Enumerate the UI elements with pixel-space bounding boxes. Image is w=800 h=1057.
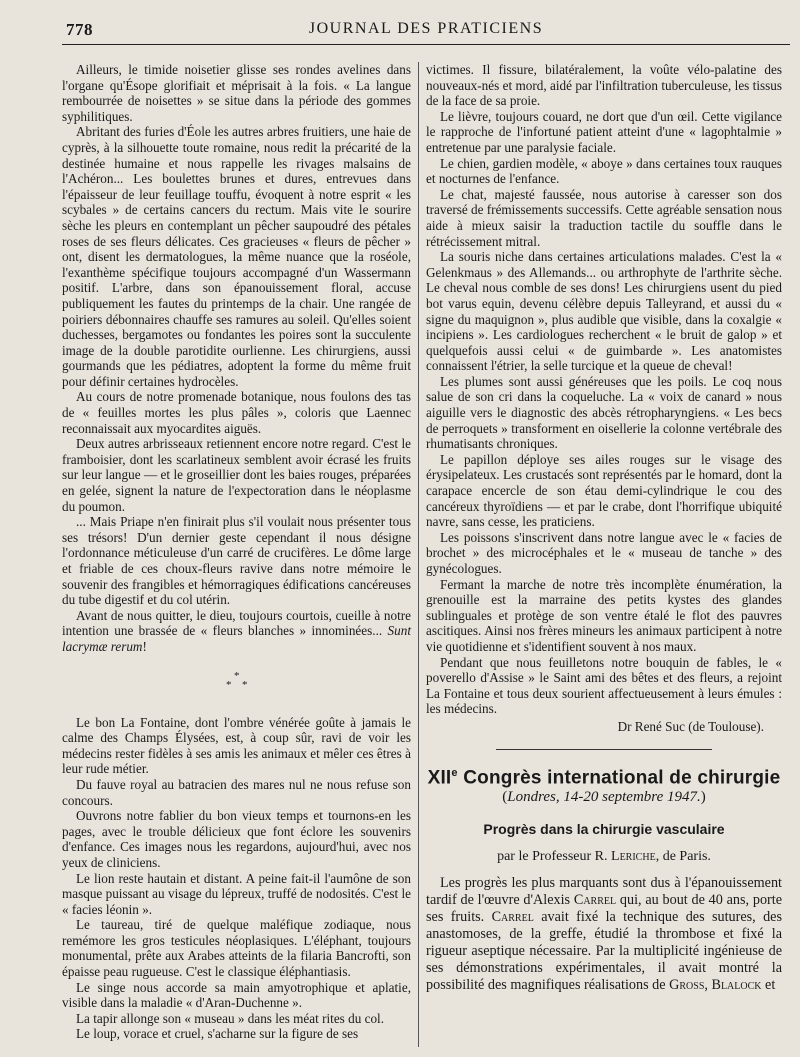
paragraph: Du fauve royal au batracien des mares nul ne nous refuse son concours. bbox=[62, 776, 411, 808]
paren-close: ) bbox=[700, 788, 706, 805]
body-text: et bbox=[765, 976, 776, 993]
article-byline bbox=[426, 849, 782, 865]
name-gross: Gross bbox=[669, 976, 705, 993]
byline-prefix: par le Professeur R. bbox=[497, 849, 608, 865]
asterism-separator bbox=[62, 669, 411, 701]
avant-end: ! bbox=[142, 638, 147, 654]
paragraph: Le chien, gardien modèle, « aboye » dans certaines toux rauques et nocturnes de l'enfance. bbox=[426, 155, 782, 187]
paragraph: Le bon La Fontaine, dont l'ombre vénérée goûte à jamais le calme des Champs Élysées, est, à coup sûr, ravi de voir les médecins rester fidèles à ses amis les animaux et mêler ces êtres à leur rude métier. bbox=[62, 714, 411, 777]
congress-title bbox=[426, 766, 782, 789]
name-blalock: Blalock bbox=[711, 976, 762, 993]
body-text: qui, au bout de 40 ans, porte ses fruits. bbox=[426, 891, 783, 925]
section-divider bbox=[496, 749, 712, 751]
paragraph: Abritant des furies d'Éole les autres arbres fruitiers, une haie de cyprès, à la silhouette toute romaine, nous redit la précarité de la destinée humaine et nous rappelle les rivages malsains de l'Achéron... Les boulettes brunes et dures, entrevues dans l'épaisseur de leur feuillage touffu, évoquent à notre esprit « les scybales » de certains cancers du rectum. Mais vite le sourire sèche les pleurs en contemplant un pêcher saupoudré des pétales roses de ses fleurs délicates. Ces gracieuses « fleurs de pêcher » ont, disent les dermatologues, la même nuance que la roséole, l'exanthème spécifique toujours accompagné d'un Wassermann positif. L'arbre, dans son épanouissement floral, accuse publiquement les fautes du printemps de la chair. Une rangée de poiriers débonnaires chauffe ses ramures au soleil. Qu'elles soient duchesses, bergamotes ou fondantes les poires sont la succulente image de la double parotidite ourlienne. Les chirurgiens, aussi gourmands que les pédiatres, adoptent la forme du même fruit pour définir certaines hydrocèles. bbox=[62, 124, 411, 389]
paragraph bbox=[426, 875, 782, 994]
paragraph: Le chat, majesté faussée, nous autorise à caresser son dos traversé de frémissements successifs. Cette agréable sensation nous aide à mieux saisir la traduction tactile du souffle dans le rétrécissement mitral. bbox=[426, 186, 782, 249]
paragraph-avant bbox=[62, 608, 411, 655]
congress-title-sup: e bbox=[451, 767, 458, 780]
paragraph: ... Mais Priape n'en finirait plus s'il voulait nous présenter tous ses trésors! D'un dernier geste cependant il nous désigne l'ordonnance méticuleuse d'un carré de crucifères. Le dôme large et friable de ces choux-fleurs ravive dans notre mémoire le souvenir des frangibles et hémorragiques édifications cancéreuses du tube digestif et du col utérin. bbox=[62, 514, 411, 608]
congress-subtitle bbox=[426, 790, 782, 806]
byline-suffix: , de Paris. bbox=[655, 849, 711, 865]
congress-title-numeral: XII bbox=[427, 767, 452, 789]
comma: , bbox=[704, 976, 708, 993]
paragraph: Au cours de notre promenade botanique, nous foulons des tas de « feuilles mortes les plus pâles », coloris que Laennec reconnaissait aux myocardites aiguës. bbox=[62, 389, 411, 436]
paragraph: Le taureau, tiré de quelque maléfique zodiaque, nous remémore les gros testicules néoplasiques. L'éléphant, toujours monumental, prête aux Arabes atteints de la filaria Bancrofti, son épaisse peau rugueuse. C'est le classique éléphantiasis. bbox=[62, 917, 411, 980]
congress-dates: , 14-20 septembre 1947. bbox=[555, 788, 701, 805]
paren-open: ( bbox=[502, 788, 508, 805]
right-column bbox=[426, 62, 782, 994]
column-divider bbox=[418, 62, 419, 1047]
name-carrel: Carrel bbox=[491, 908, 534, 925]
article-body bbox=[426, 875, 782, 994]
body-text: Les progrès les plus marquants sont dus à l'épanouissement tardif de l'œuvre d'Alexis bbox=[426, 874, 782, 908]
star-icon: * bbox=[234, 669, 240, 682]
star-icon: * bbox=[242, 678, 248, 691]
paragraph: victimes. Il fissure, bilatéralement, la voûte vélo-palatine des nouveaux-nés et mord, aidé par l'infiltration tuberculeuse, les tissus de la face de sa proie. bbox=[426, 62, 782, 109]
paragraph: Ailleurs, le timide noisetier glisse ses rondes avelines dans l'organe qu'Ésope glorifiait et méprisait à la fois. « La langue rembourrée de noisettes » se situe dans la période des gommes syphilitiques. bbox=[62, 62, 411, 124]
paragraph: Les plumes sont aussi généreuses que les poils. Le coq nous salue de son cri dans la coqueluche. La « voix de canard » nous aiguille vers le diagnostic des abcès rétropharyngiens. « Les becs de perroquets » transforment en oisellerie la colonne vertébrale des rhumatisants chroniques. bbox=[426, 373, 782, 452]
latin-quote: Sunt lacrymæ rerum bbox=[62, 623, 411, 654]
star-icon: * bbox=[226, 678, 232, 691]
paragraph: Deux autres arbrisseaux retiennent encore notre regard. C'est le framboisier, dont les scarlatineux semblent avoir écrasé les fruits sur leur langue — et le groseillier dont les baies rouges, préparées en gelée, signent la nature de l'expectoration dans le néoplasme du poumon. bbox=[62, 436, 411, 514]
name-carrel: Carrel bbox=[573, 891, 617, 908]
page-number: 778 bbox=[66, 20, 93, 39]
paragraph: La souris niche dans certaines articulations malades. C'est la « Gelenkmaus » des Allemands... ou arthrophyte de l'arthrite sèche. Le cheval nous comble de ses dons! Les chirurgiens usent du pied bot varus equin, devenu célèbre depuis Talleyrand, et aussi du « signe du maquignon », plus audible que visible, dans la coxalgie « incipiens ». Les cardiologues recherchent « le bruit de galop » et quelquefois aussi celui « de guimbarde ». Les anatomistes connaissent l'étrier, la selle turcique et la queue de cheval! bbox=[426, 249, 782, 374]
author-signature: Dr René Suc (de Toulouse). bbox=[617, 718, 764, 734]
page-header bbox=[62, 18, 790, 45]
paragraph: Le lion reste hautain et distant. A peine fait-il l'aumône de son masque puissant au visage du lépreux, truffé de nodosités. C'est le « facies léonin ». bbox=[62, 870, 411, 917]
congress-title-text: Congrès international de chirurgie bbox=[457, 767, 781, 789]
paragraph: Pendant que nous feuilletons notre bouquin de fables, le « poverello d'Assise » le Saint ami des bêtes et des fleurs, a rejoint La Fontaine et tous deux sourient affectueusement à leurs émules : les médecins. bbox=[426, 654, 782, 717]
paragraph: Le lièvre, toujours couard, ne dort que d'un œil. Cette vigilance le rapproche de l'infortuné patient atteint d'une « lagophtalmie » entretenue par une paralysie faciale. bbox=[426, 108, 782, 155]
paragraph: Fermant la marche de notre très incomplète énumération, la grenouille est la marraine des petits kystes des glandes sublinguales et protège de son ventre étalé le flot des pauvres ascitiques. Ainsi nos frères mineurs les animaux participent à notre vie quotidienne et s'identifient souvent à nos maux. bbox=[426, 576, 782, 654]
body-text: avait fixé la technique des sutures, des anastomoses, de la greffe, étudié la thrombose et fixé la rigueur aseptique nécessaire. Par la multiplicité ingénieuse de ses démonstrations expérimentales, il avait montré la possibilité des magnifiques réalisations de bbox=[426, 908, 782, 993]
paragraph: La tapir allonge son « museau » dans les méat rites du col. bbox=[76, 1010, 384, 1026]
paragraph: Le papillon déploye ses ailes rouges sur le visage des érysipelateux. Les crustacés sont représentés par le homard, dont la carapace encercle de son étau demi-cylindrique le cou des cancéreux thyroïdiens — et par le crabe, dont l'horrifique ubiquité navre, sans cesse, les praticiens. bbox=[426, 451, 782, 530]
left-column bbox=[62, 62, 411, 1042]
congress-city: Londres bbox=[507, 788, 556, 805]
paragraph: Ouvrons notre fablier du bon vieux temps et tournons-en les pages, avec le trouble délicieux que font éclore les souvenirs d'enfance. Ces images nous les regardons, aujourd'hui, avec nos yeux de cliniciens. bbox=[62, 808, 411, 870]
paragraph: Les poissons s'inscrivent dans notre langue avec le « facies de brochet » des microcéphales et le « museau de tanche » des gynécologues. bbox=[426, 529, 782, 576]
journal-title: JOURNAL DES PRATICIENS bbox=[308, 20, 544, 37]
avant-text: Avant de nous quitter, le dieu, toujours courtois, cueille à notre intention une brassée de « fleurs blanches » innominées... bbox=[62, 607, 411, 639]
byline-author: Leriche bbox=[611, 849, 656, 865]
paragraph: Le singe nous accorde sa main amyotrophique et aplatie, visible dans la maladie « d'Aran-Duchenne ». bbox=[62, 979, 411, 1011]
article-title: Progrès dans la chirurgie vasculaire bbox=[483, 820, 725, 837]
paragraph: Le loup, vorace et cruel, s'acharne sur la figure de ses bbox=[76, 1026, 359, 1042]
